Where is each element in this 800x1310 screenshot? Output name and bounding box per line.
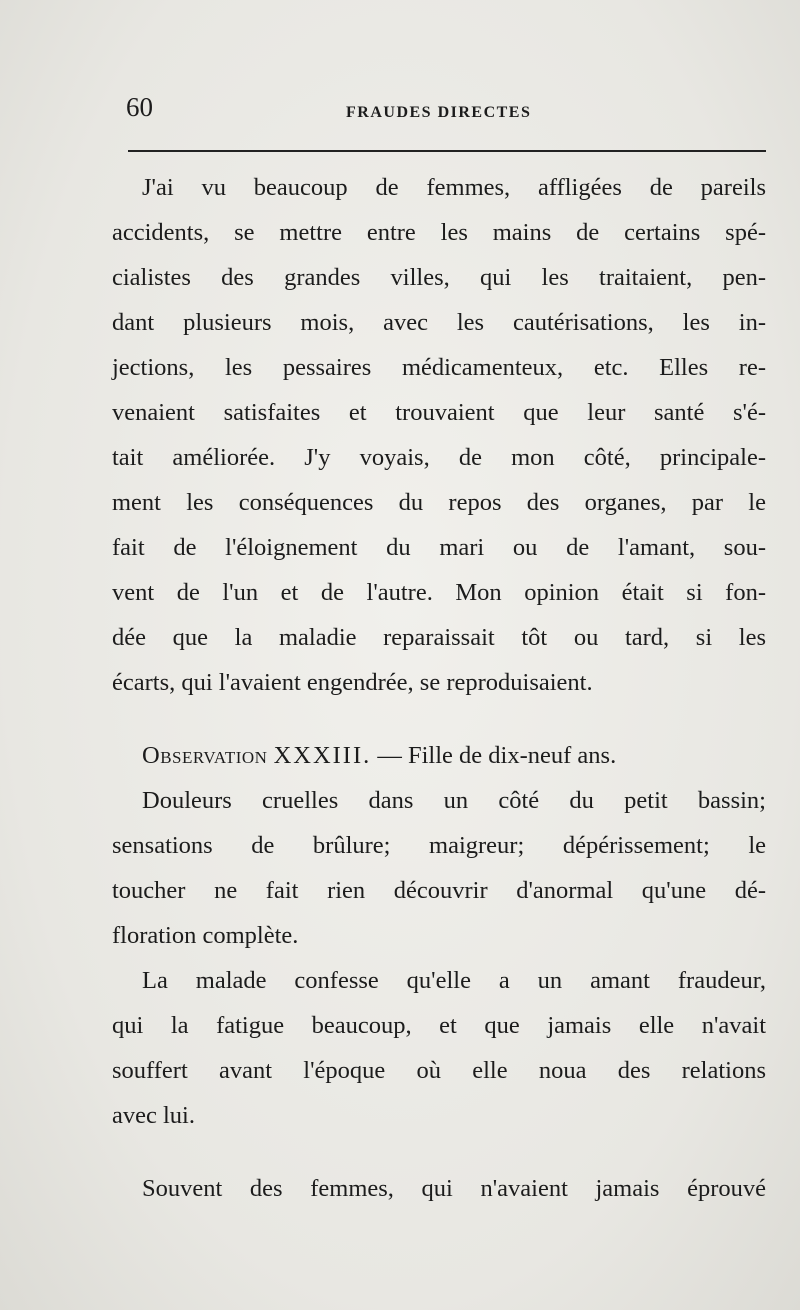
text-line: Souvent des femmes, qui n'avaient jamais éprouvé <box>142 1175 766 1202</box>
text-line: qui la fatigue beaucoup, et que jamais elle n'avait <box>112 1012 766 1039</box>
running-head <box>126 92 766 132</box>
body-text <box>112 165 766 1211</box>
observation-number: XXXIII. <box>273 742 372 769</box>
text-line: J'ai vu beaucoup de femmes, affligées de pareils <box>142 174 766 201</box>
text-line: cialistes des grandes villes, qui les traitaient, pen- <box>112 264 766 291</box>
text-line: jections, les pessaires médicamenteux, etc. Elles re- <box>112 354 766 381</box>
text-line: floration complète. <box>112 922 299 949</box>
text-line: La malade confesse qu'elle a un amant fraudeur, <box>142 967 766 994</box>
running-title: FRAUDES DIRECTES <box>346 104 532 121</box>
text-line: dée que la maladie reparaissait tôt ou tard, si les <box>112 624 766 651</box>
observation-title: — Fille de dix-neuf ans. <box>371 742 617 769</box>
text-line: écarts, qui l'avaient engendrée, se reproduisaient. <box>112 669 593 696</box>
observation-heading <box>112 733 766 778</box>
text-line: souffert avant l'époque où elle noua des relations <box>112 1057 766 1084</box>
text-line: ment les conséquences du repos des organes, par le <box>112 489 766 516</box>
text-line: toucher ne fait rien découvrir d'anormal qu'une dé- <box>112 877 766 904</box>
paragraph-2 <box>112 958 766 1138</box>
header-rule <box>128 150 766 152</box>
paragraph-gap <box>112 1138 766 1166</box>
paragraph-1 <box>112 165 766 705</box>
text-line: tait améliorée. J'y voyais, de mon côté, principale- <box>112 444 766 471</box>
text-line: venaient satisfaites et trouvaient que leur santé s'é- <box>112 399 766 426</box>
observation-block <box>112 733 766 958</box>
text-line: Douleurs cruelles dans un côté du petit bassin; <box>142 787 766 814</box>
text-line: accidents, se mettre entre les mains de certains spé- <box>112 219 766 246</box>
text-line: vent de l'un et de l'autre. Mon opinion était si fon- <box>112 579 766 606</box>
page-number: 60 <box>126 92 153 122</box>
text-line: sensations de brûlure; maigreur; dépérissement; le <box>112 832 766 859</box>
paragraph-3 <box>112 1166 766 1211</box>
paragraph-gap <box>112 705 766 733</box>
text-line: dant plusieurs mois, avec les cautérisations, les in- <box>112 309 766 336</box>
observation-label: Observation <box>142 742 268 769</box>
text-line: fait de l'éloignement du mari ou de l'amant, sou- <box>112 534 766 561</box>
text-line: avec lui. <box>112 1102 195 1129</box>
